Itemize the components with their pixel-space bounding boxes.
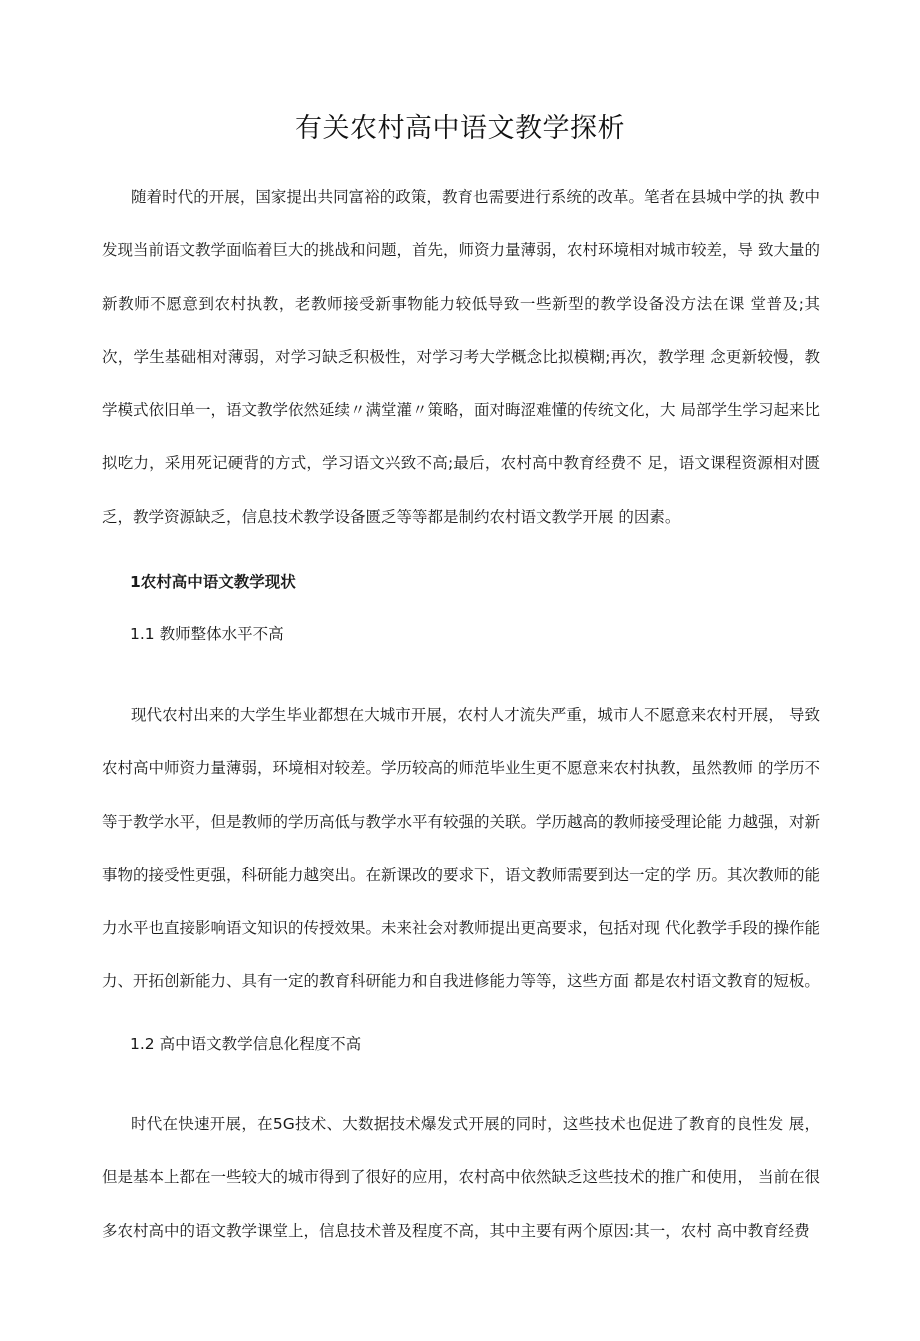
intro-paragraph: 随着时代的开展，国家提出共同富裕的政策，教育也需要进行系统的改革。笔者在县城中学的执 教中发现当前语文教学面临着巨大的挑战和问题，首先，师资力量薄弱，农村环境相对城市较差，导 致大量的新教师不愿意到农村执教，老教师接受新事物能力较低导致一些新型的教学设备没方法在课 堂普及;其次，学生基础相对薄弱，对学习缺乏积极性，对学习考大学概念比拟模糊;再次，教学理 念更新较慢，教学模式依旧单一，语文教学依然延续〃满堂灌〃策略，面对晦涩难懂的传统文化，大 局部学生学习起来比拟吃力，采用死记硬背的方式，学习语文兴致不高;最后，农村高中教育经费不 足，语文课程资源相对匮乏，教学资源缺乏，信息技术教学设备匮乏等等都是制约农村语文教学开展 的因素。: [102, 188, 820, 526]
subsection-heading: 1.2 高中语文教学信息化程度不高: [130, 1035, 362, 1053]
subsection-paragraph: 现代农村出来的大学生毕业都想在大城市开展，农村人才流失严重，城市人不愿意来农村开展， 导致农村高中师资力量薄弱，环境相对较差。学历较高的师范毕业生更不愿意来农村执教，虽然教师 的学历不等于教学水平，但是教师的学历高低与教学水平有较强的关联。学历越高的教师接受理论能 力越强，对新事物的接受性更强，科研能力越突出。在新课改的要求下，语文教师需要到达一定的学 历。其次教师的能力水平也直接影响语文知识的传授效果。未来社会对教师提出更高要求，包括对现 代化教学手段的操作能力、开拓创新能力、具有一定的教育科研能力和自我进修能力等等，这些方面 都是农村语文教育的短板。: [102, 706, 820, 991]
subsection-heading: 1.1 教师整体水平不高: [130, 625, 284, 643]
page-title: 有关农村高中语文教学探析: [295, 113, 625, 144]
subsection-paragraph: 时代在快速开展，在5G技术、大数据技术爆发式开展的同时，这些技术也促进了教育的良性发 展，但是基本上都在一些较大的城市得到了很好的应用，农村高中依然缺乏这些技术的推广和使用， 当前在很多农村高中的语文教学课堂上，信息技术普及程度不高，其中主要有两个原因:其一，农村 高中教育经费: [102, 1115, 820, 1240]
section-heading: 1农村高中语文教学现状: [130, 573, 296, 591]
